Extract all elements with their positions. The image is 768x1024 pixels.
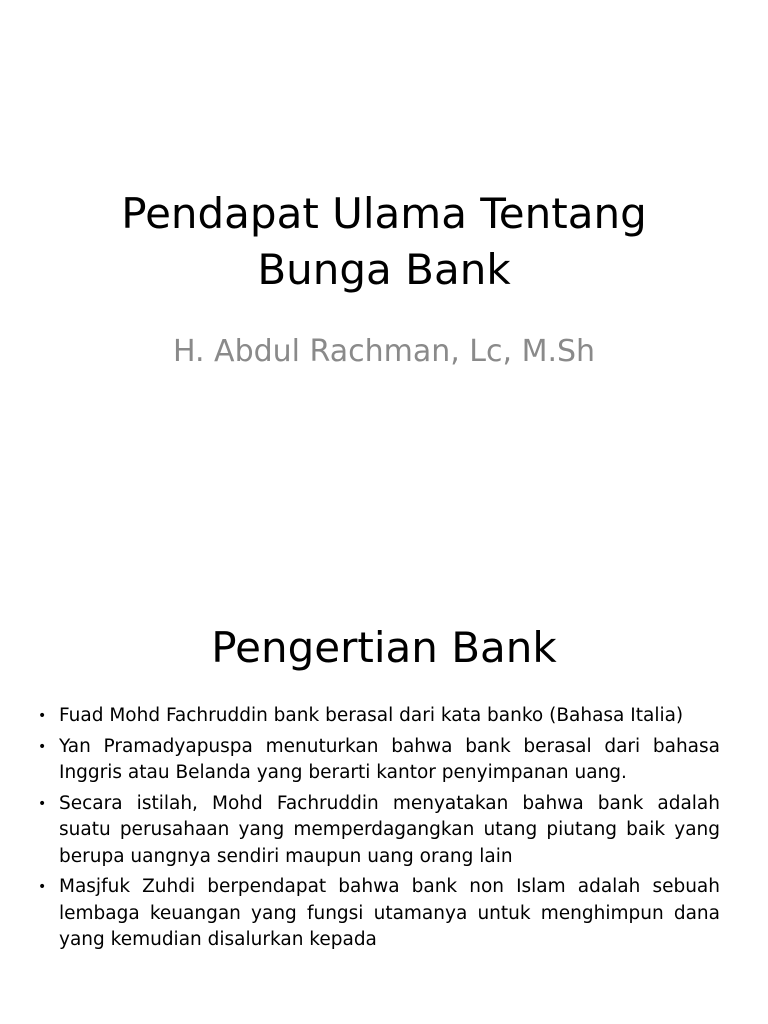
bullet-item — [38, 703, 720, 730]
bullet-marker: • — [38, 738, 47, 755]
bullet-text: Yan Pramadyapuspa menuturkan bahwa bank berasal dari bahasa Inggris atau Belanda yang berarti kantor penyimpanan uang. — [59, 735, 720, 783]
slide-subtitle-author: H. Abdul Rachman, Lc, M.Sh — [172, 334, 596, 369]
bullet-marker: • — [38, 708, 47, 724]
bullet-item — [38, 874, 720, 954]
slide-title: Pendapat Ulama Tentang Bunga Bank — [121, 189, 647, 294]
bullet-text: Secara istilah, Mohd Fachruddin menyatakan bahwa bank adalah suatu perusahaan yang memperdagangkan utang piutang baik yang berupa uangnya sendiri maupun uang orang lain — [59, 792, 720, 867]
bullet-marker: • — [38, 879, 47, 895]
content-slide — [0, 576, 768, 1024]
bullet-list — [38, 703, 720, 958]
bullet-text: Masjfuk Zuhdi berpendapat bahwa bank non Islam adalah sebuah lembaga keuangan yang fungsi utamanya untuk menghimpun dana yang kemudian disalurkan kepada — [59, 876, 720, 950]
bullet-item — [38, 791, 720, 871]
bullet-item — [38, 734, 720, 787]
slide-heading: Pengertian Bank — [211, 623, 557, 672]
bullet-text: Fuad Mohd Fachruddin bank berasal dari kata banko (Bahasa Italia) — [59, 705, 684, 726]
bullet-marker: • — [38, 795, 47, 812]
